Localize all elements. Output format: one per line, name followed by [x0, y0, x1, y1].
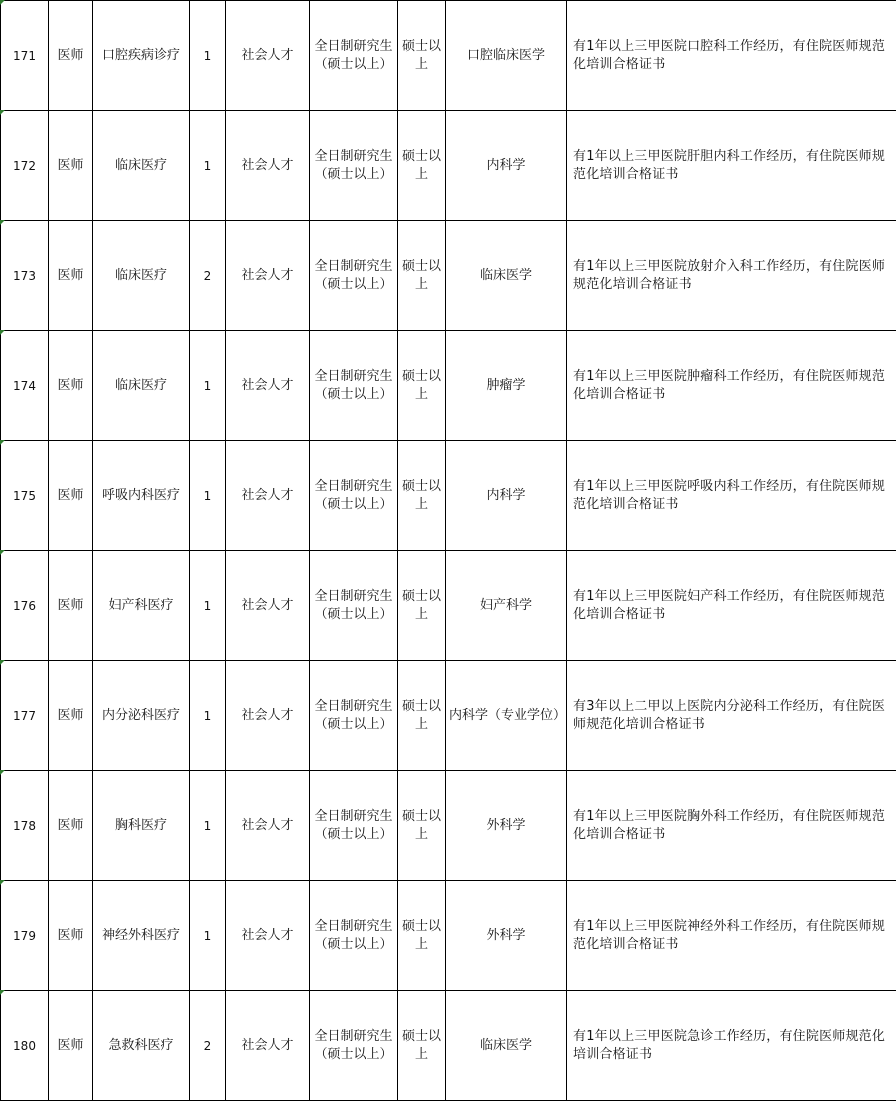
education-requirement: 全日制研究生（硕士以上） [314, 38, 393, 72]
degree-requirement: 硕士以上 [401, 258, 441, 292]
headcount: 1 [203, 378, 212, 393]
other-requirements: 有1年以上三甲医院放射介入科工作经历，有住院医师规范化培训合格证书 [573, 258, 886, 292]
headcount: 1 [203, 708, 212, 723]
major-requirement: 内科学 [486, 487, 526, 503]
headcount: 1 [203, 48, 212, 63]
major-requirement: 临床医学 [479, 267, 532, 283]
recruit-target-cell [226, 881, 310, 991]
degree-requirement: 硕士以上 [401, 38, 441, 72]
education-requirement-cell [310, 881, 398, 991]
recruit-target-cell [226, 221, 310, 331]
degree-requirement-cell [398, 771, 446, 881]
headcount-cell [190, 221, 226, 331]
row-number-cell [1, 771, 49, 881]
row-number: 173 [13, 268, 36, 283]
department-cell [93, 991, 190, 1101]
department: 神经外科医疗 [101, 927, 180, 943]
recruit-target-cell [226, 1, 310, 111]
row-number: 179 [13, 928, 36, 943]
degree-requirement: 硕士以上 [401, 698, 441, 732]
department-cell [93, 551, 190, 661]
headcount-cell [190, 661, 226, 771]
major-requirement-cell [446, 991, 567, 1101]
department-cell [93, 221, 190, 331]
major-requirement-cell [446, 881, 567, 991]
row-number: 177 [13, 708, 36, 723]
education-requirement: 全日制研究生（硕士以上） [314, 368, 393, 402]
recruit-target-cell [226, 331, 310, 441]
major-requirement-cell [446, 661, 567, 771]
headcount-cell [190, 331, 226, 441]
other-requirements: 有1年以上三甲医院口腔科工作经历，有住院医师规范化培训合格证书 [573, 38, 886, 72]
education-requirement: 全日制研究生（硕士以上） [314, 918, 393, 952]
row-number-cell [1, 441, 49, 551]
table-row [1, 1, 896, 111]
major-requirement-cell [446, 221, 567, 331]
other-requirements-cell [567, 441, 896, 551]
headcount: 2 [203, 1038, 212, 1053]
post-title: 医师 [57, 927, 84, 943]
recruit-target: 社会人才 [241, 707, 294, 723]
other-requirements: 有3年以上二甲以上医院内分泌科工作经历，有住院医师规范化培训合格证书 [573, 698, 886, 732]
post-title-cell [49, 221, 93, 331]
major-requirement: 外科学 [486, 927, 526, 943]
other-requirements: 有1年以上三甲医院肿瘤科工作经历，有住院医师规范化培训合格证书 [573, 368, 886, 402]
degree-requirement-cell [398, 221, 446, 331]
headcount-cell [190, 441, 226, 551]
recruit-target: 社会人才 [241, 597, 294, 613]
other-requirements-cell [567, 551, 896, 661]
row-number: 178 [13, 818, 36, 833]
degree-requirement-cell [398, 441, 446, 551]
department-cell [93, 661, 190, 771]
table-row [1, 331, 896, 441]
row-number-cell [1, 111, 49, 221]
other-requirements: 有1年以上三甲医院呼吸内科工作经历，有住院医师规范化培训合格证书 [573, 478, 886, 512]
degree-requirement-cell [398, 111, 446, 221]
department-cell [93, 111, 190, 221]
recruit-target: 社会人才 [241, 47, 294, 63]
education-requirement-cell [310, 1, 398, 111]
post-title-cell [49, 111, 93, 221]
recruit-target: 社会人才 [241, 157, 294, 173]
headcount-cell [190, 551, 226, 661]
row-number: 171 [13, 48, 36, 63]
department: 呼吸内科医疗 [101, 487, 180, 503]
table-row [1, 221, 896, 331]
department: 妇产科医疗 [108, 597, 174, 613]
education-requirement: 全日制研究生（硕士以上） [314, 588, 393, 622]
major-requirement: 妇产科学 [479, 597, 532, 613]
table-row [1, 881, 896, 991]
degree-requirement: 硕士以上 [401, 1028, 441, 1062]
major-requirement-cell [446, 771, 567, 881]
row-number: 176 [13, 598, 36, 613]
recruit-target-cell [226, 991, 310, 1101]
recruit-target-cell [226, 661, 310, 771]
row-number-cell [1, 551, 49, 661]
degree-requirement-cell [398, 1, 446, 111]
post-title: 医师 [57, 487, 84, 503]
major-requirement: 临床医学 [479, 1037, 532, 1053]
headcount: 1 [203, 598, 212, 613]
table-row [1, 991, 896, 1101]
education-requirement: 全日制研究生（硕士以上） [314, 808, 393, 842]
row-number: 180 [13, 1038, 36, 1053]
row-number-cell [1, 881, 49, 991]
major-requirement-cell [446, 441, 567, 551]
education-requirement: 全日制研究生（硕士以上） [314, 698, 393, 732]
degree-requirement: 硕士以上 [401, 148, 441, 182]
post-title: 医师 [57, 267, 84, 283]
department-cell [93, 771, 190, 881]
degree-requirement-cell [398, 661, 446, 771]
recruit-target: 社会人才 [241, 377, 294, 393]
post-title: 医师 [57, 597, 84, 613]
education-requirement: 全日制研究生（硕士以上） [314, 478, 393, 512]
headcount-cell [190, 991, 226, 1101]
department: 临床医疗 [114, 267, 167, 283]
recruit-target: 社会人才 [241, 487, 294, 503]
recruit-target: 社会人才 [241, 1037, 294, 1053]
major-requirement: 内科学（专业学位） [449, 707, 567, 723]
headcount: 2 [203, 268, 212, 283]
post-title-cell [49, 661, 93, 771]
education-requirement-cell [310, 661, 398, 771]
row-number: 175 [13, 488, 36, 503]
department-cell [93, 331, 190, 441]
other-requirements: 有1年以上三甲医院胸外科工作经历，有住院医师规范化培训合格证书 [573, 808, 886, 842]
other-requirements-cell [567, 331, 896, 441]
post-title: 医师 [57, 157, 84, 173]
degree-requirement-cell [398, 331, 446, 441]
other-requirements-cell [567, 771, 896, 881]
post-title: 医师 [57, 707, 84, 723]
headcount: 1 [203, 928, 212, 943]
row-number-cell [1, 991, 49, 1101]
row-number-cell [1, 221, 49, 331]
post-title: 医师 [57, 47, 84, 63]
headcount-cell [190, 1, 226, 111]
degree-requirement-cell [398, 881, 446, 991]
post-title-cell [49, 1, 93, 111]
major-requirement-cell [446, 551, 567, 661]
headcount-cell [190, 881, 226, 991]
major-requirement-cell [446, 111, 567, 221]
recruit-target-cell [226, 771, 310, 881]
degree-requirement: 硕士以上 [401, 368, 441, 402]
major-requirement: 内科学 [486, 157, 526, 173]
other-requirements-cell [567, 221, 896, 331]
department: 内分泌科医疗 [101, 707, 180, 723]
department-cell [93, 1, 190, 111]
table-row [1, 551, 896, 661]
education-requirement-cell [310, 331, 398, 441]
post-title-cell [49, 551, 93, 661]
major-requirement: 肿瘤学 [486, 377, 526, 393]
headcount: 1 [203, 488, 212, 503]
degree-requirement: 硕士以上 [401, 918, 441, 952]
recruit-target: 社会人才 [241, 927, 294, 943]
row-number-cell [1, 661, 49, 771]
recruit-target: 社会人才 [241, 267, 294, 283]
row-number-cell [1, 331, 49, 441]
recruit-target-cell [226, 111, 310, 221]
post-title: 医师 [57, 817, 84, 833]
department: 临床医疗 [114, 377, 167, 393]
degree-requirement: 硕士以上 [401, 808, 441, 842]
post-title-cell [49, 441, 93, 551]
row-number: 174 [13, 378, 36, 393]
major-requirement-cell [446, 1, 567, 111]
headcount: 1 [203, 158, 212, 173]
recruit-target-cell [226, 441, 310, 551]
post-title-cell [49, 331, 93, 441]
other-requirements-cell [567, 661, 896, 771]
table-row [1, 441, 896, 551]
education-requirement-cell [310, 441, 398, 551]
other-requirements: 有1年以上三甲医院神经外科工作经历，有住院医师规范化培训合格证书 [573, 918, 886, 952]
education-requirement-cell [310, 111, 398, 221]
recruit-target: 社会人才 [241, 817, 294, 833]
other-requirements: 有1年以上三甲医院肝胆内科工作经历，有住院医师规范化培训合格证书 [573, 148, 886, 182]
education-requirement: 全日制研究生（硕士以上） [314, 1028, 393, 1062]
post-title: 医师 [57, 377, 84, 393]
post-title-cell [49, 991, 93, 1101]
degree-requirement-cell [398, 991, 446, 1101]
degree-requirement-cell [398, 551, 446, 661]
recruit-target-cell [226, 551, 310, 661]
headcount-cell [190, 111, 226, 221]
row-number: 172 [13, 158, 36, 173]
post-title-cell [49, 771, 93, 881]
education-requirement-cell [310, 551, 398, 661]
education-requirement-cell [310, 771, 398, 881]
department: 胸科医疗 [114, 817, 167, 833]
education-requirement: 全日制研究生（硕士以上） [314, 148, 393, 182]
headcount-cell [190, 771, 226, 881]
degree-requirement: 硕士以上 [401, 588, 441, 622]
table-row [1, 771, 896, 881]
education-requirement: 全日制研究生（硕士以上） [314, 258, 393, 292]
other-requirements: 有1年以上三甲医院急诊工作经历，有住院医师规范化培训合格证书 [573, 1028, 886, 1062]
other-requirements-cell [567, 881, 896, 991]
post-title: 医师 [57, 1037, 84, 1053]
table-body [1, 1, 896, 1101]
table-row [1, 111, 896, 221]
major-requirement: 口腔临床医学 [466, 47, 545, 63]
department-cell [93, 441, 190, 551]
other-requirements-cell [567, 111, 896, 221]
education-requirement-cell [310, 991, 398, 1101]
education-requirement-cell [310, 221, 398, 331]
degree-requirement: 硕士以上 [401, 478, 441, 512]
other-requirements: 有1年以上三甲医院妇产科工作经历，有住院医师规范化培训合格证书 [573, 588, 886, 622]
table-row [1, 661, 896, 771]
department: 临床医疗 [114, 157, 167, 173]
other-requirements-cell [567, 1, 896, 111]
row-number-cell [1, 1, 49, 111]
headcount: 1 [203, 818, 212, 833]
other-requirements-cell [567, 991, 896, 1101]
department-cell [93, 881, 190, 991]
department: 急救科医疗 [108, 1037, 174, 1053]
major-requirement-cell [446, 331, 567, 441]
post-title-cell [49, 881, 93, 991]
major-requirement: 外科学 [486, 817, 526, 833]
department: 口腔疾病诊疗 [101, 47, 180, 63]
